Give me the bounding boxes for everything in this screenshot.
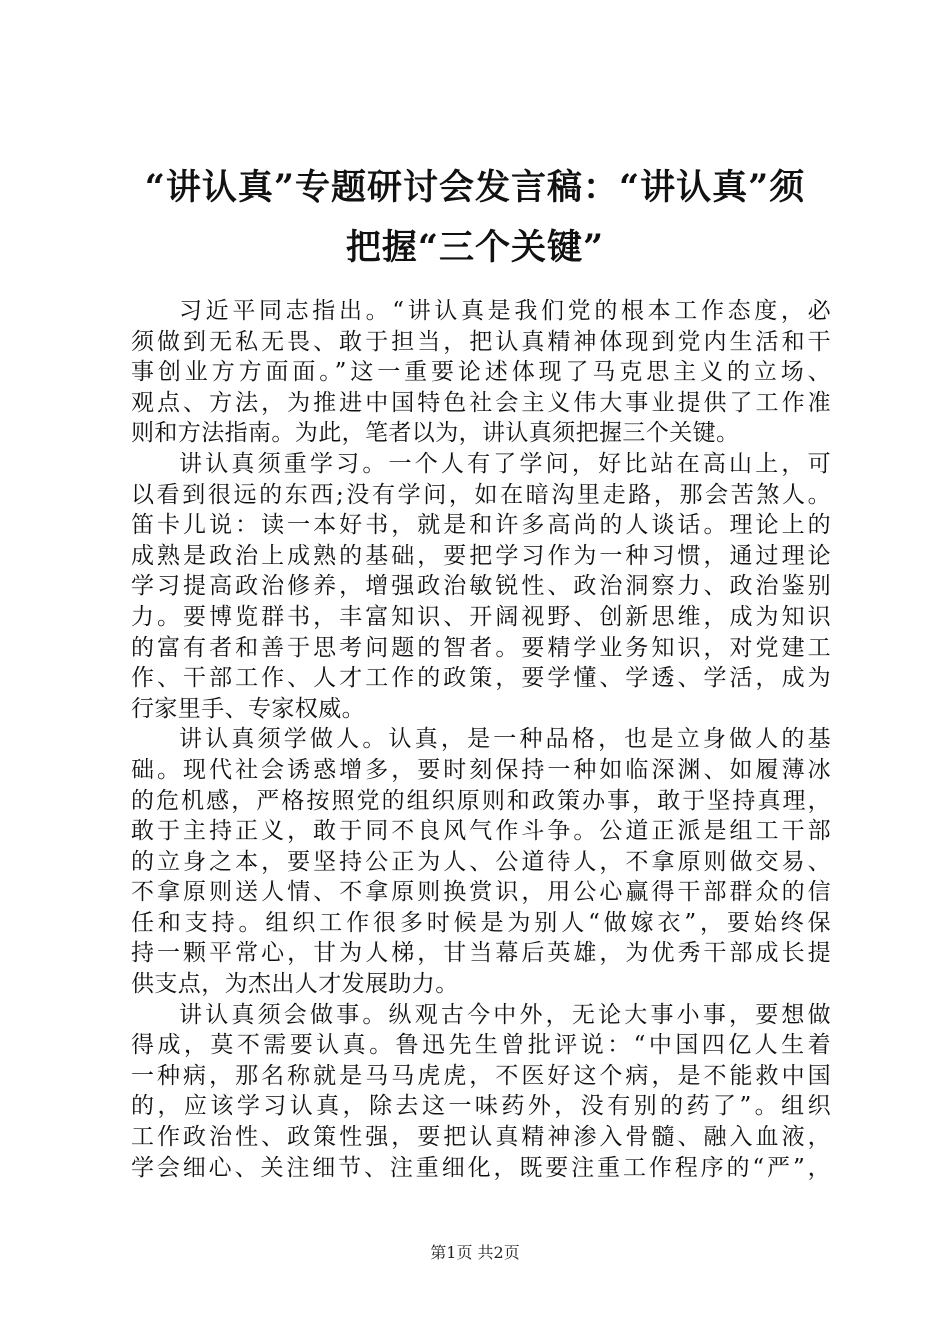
text-line: 须做到无私无畏、敢于担当，把认真精神体现到党内生活和干 [131, 328, 831, 355]
text-line: 学习提高政治修养，增强政治敏锐性、政治洞察力、政治鉴别 [131, 573, 831, 600]
text-line: 则和方法指南。为此，笔者以为，讲认真须把握三个关键。 [131, 420, 740, 447]
text-line: 的立身之本，要坚持公正为人、公道待人，不拿原则做交易、 [131, 848, 831, 875]
text-line: 的，应该学习认真，除去这一味药外，没有别的药了”。组织 [131, 1093, 831, 1120]
page-number: 第1页 共2页 [430, 1243, 520, 1262]
text-line: 不拿原则送人情、不拿原则换赏识，用公心赢得干部群众的信 [131, 879, 831, 906]
text-line: 敢于主持正义，敢于同不良风气作斗争。公道正派是组工干部 [131, 818, 831, 845]
text-line: 事创业方方面面。”这一重要论述体现了马克思主义的立场、 [131, 359, 831, 386]
text-line: 的富有者和善于思考问题的智者。要精学业务知识，对党建工 [131, 634, 831, 661]
text-line: 任和支持。组织工作很多时候是为别人“做嫁衣”，要始终保 [131, 909, 831, 936]
text-line: 学会细心、关注细节、注重细化，既要注重工作程序的“严”， [131, 1154, 831, 1181]
paragraph-2 [131, 449, 831, 724]
title-line: 把握“三个关键” [345, 227, 605, 268]
text-line: 观点、方法，为推进中国特色社会主义伟大事业提供了工作准 [131, 389, 831, 416]
text-line: 一种病，那名称就是马马虎虎，不医好这个病，是不能救中国 [131, 1062, 831, 1089]
text-line: 讲认真须学做人。认真，是一种品格，也是立身做人的基 [179, 726, 831, 753]
text-line: 的危机感，严格按照党的组织原则和政策办事，敢于坚持真理， [131, 787, 831, 814]
text-line: 成熟是政治上成熟的基础，要把学习作为一种习惯，通过理论 [131, 542, 831, 569]
text-line: 作、干部工作、人才工作的政策，要学懂、学透、学活，成为 [131, 665, 831, 692]
page-footer [0, 1243, 950, 1263]
paragraph-4 [131, 1000, 831, 1184]
text-line: 习近平同志指出。“讲认真是我们党的根本工作态度，必 [179, 298, 831, 324]
text-line: 讲认真须重学习。一个人有了学问，好比站在高山上，可 [179, 450, 831, 477]
text-line: 供支点，为杰出人才发展助力。 [131, 971, 459, 998]
text-line: 础。现代社会诱惑增多，要时刻保持一种如临深渊、如履薄冰 [131, 756, 831, 783]
paragraph-3 [131, 724, 831, 999]
text-line: 笛卡儿说：读一本好书，就是和许多高尚的人谈话。理论上的 [131, 512, 831, 539]
paragraph-1 [131, 296, 831, 449]
title-line: “讲认真”专题研讨会发言稿：“讲认真”须 [144, 167, 806, 208]
text-line: 力。要博览群书，丰富知识、开阔视野、创新思维，成为知识 [131, 603, 831, 630]
document-title [100, 158, 850, 278]
text-line: 工作政治性、政策性强，要把认真精神渗入骨髓、融入血液， [131, 1124, 831, 1151]
text-line: 以看到很远的东西;没有学问，如在暗沟里走路，那会苦煞人。 [131, 481, 831, 508]
text-line: 得成，莫不需要认真。鲁迅先生曾批评说：“中国四亿人生着 [131, 1032, 831, 1059]
text-line: 讲认真须会做事。纵观古今中外，无论大事小事，要想做 [179, 1001, 831, 1028]
text-line: 行家里手、专家权威。 [131, 695, 365, 722]
document-body [131, 296, 831, 1183]
text-line: 持一颗平常心，甘为人梯，甘当幕后英雄，为优秀干部成长提 [131, 940, 831, 967]
